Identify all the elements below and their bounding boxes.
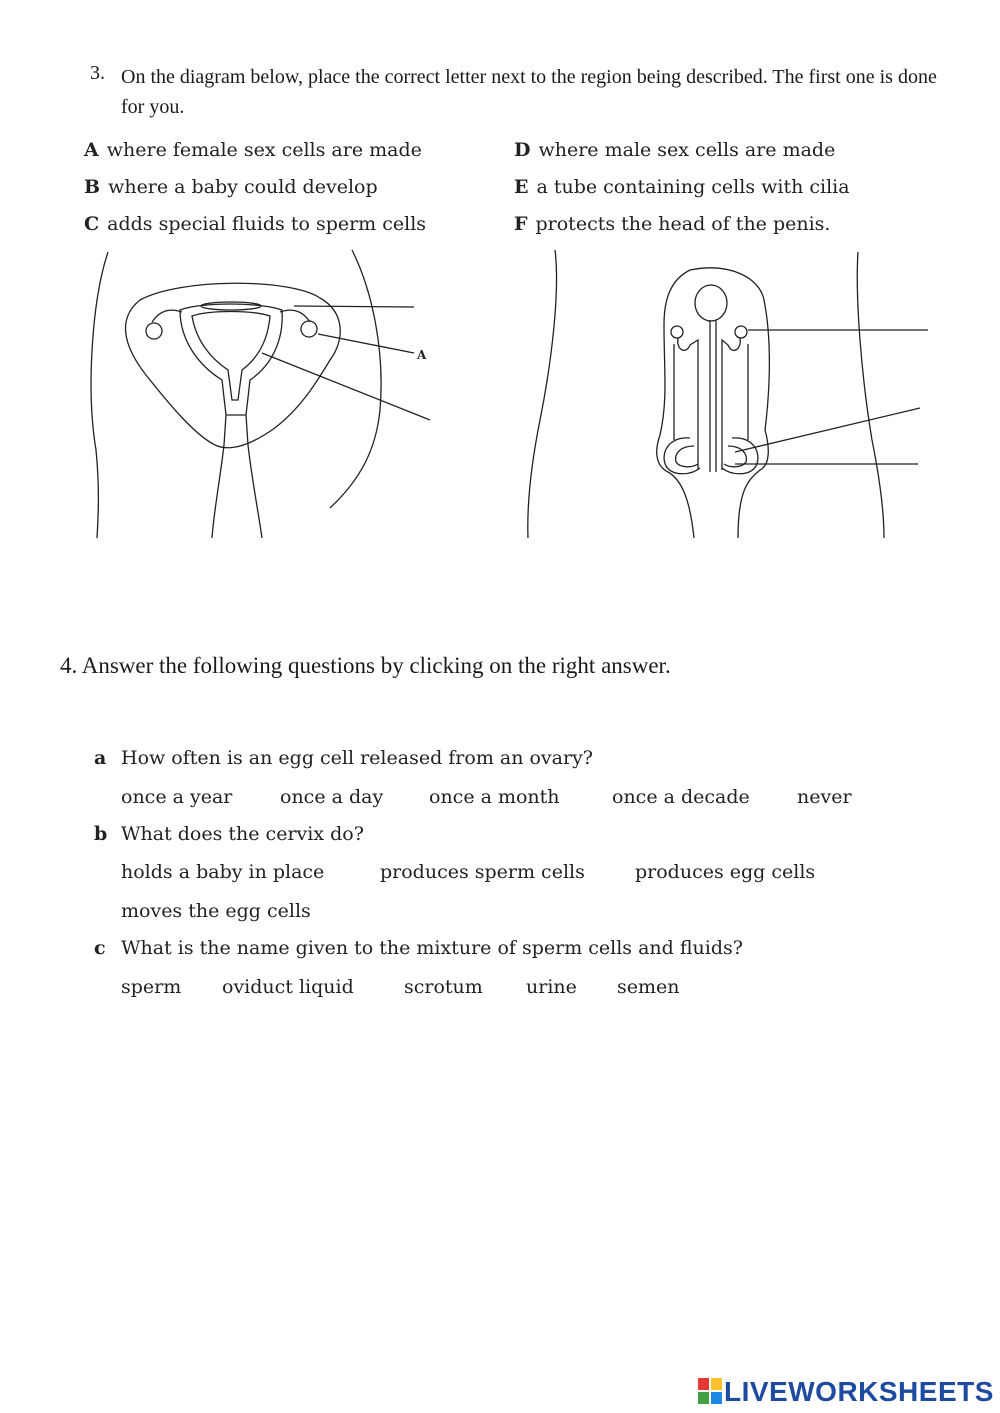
question-a-text: How often is an egg cell released from an ovary? (121, 747, 593, 769)
key-item-f (514, 213, 830, 235)
key-letter: F (514, 213, 528, 235)
question-3-number: 3. (90, 62, 105, 84)
key-letter: E (514, 176, 529, 198)
logo-block-4 (711, 1392, 722, 1404)
question-3-text: On the diagram below, place the correct letter next to the region being described. The first one is done for you. (121, 66, 937, 118)
option-a-once-a-month[interactable]: once a month (429, 786, 560, 808)
key-item-b (84, 176, 378, 198)
key-text: protects the head of the penis. (535, 213, 831, 235)
logo-icon (698, 1378, 724, 1406)
logo-text: LIVEWORKSHEETS (724, 1376, 994, 1407)
key-text: where female sex cells are made (106, 139, 422, 161)
option-a-never[interactable]: never (797, 786, 852, 808)
question-c-text: What is the name given to the mixture of sperm cells and fluids? (121, 937, 743, 959)
key-item-d (514, 139, 835, 161)
key-letter: D (514, 139, 531, 161)
key-letter: C (84, 213, 100, 235)
option-c-urine[interactable]: urine (526, 976, 577, 998)
option-a-once-a-day[interactable]: once a day (280, 786, 384, 808)
option-b-moves-egg[interactable]: moves the egg cells (121, 900, 311, 922)
key-letter: B (84, 176, 101, 198)
option-b-produces-sperm[interactable]: produces sperm cells (380, 861, 585, 883)
question-c-letter: c (94, 937, 106, 959)
key-item-e (514, 176, 850, 198)
option-c-sperm[interactable]: sperm (121, 976, 182, 998)
option-c-scrotum[interactable]: scrotum (404, 976, 483, 998)
liveworksheets-logo (698, 1376, 994, 1408)
female-diagram (91, 250, 430, 538)
key-item-a (84, 139, 422, 161)
key-text: where a baby could develop (108, 176, 378, 198)
key-item-c (84, 213, 426, 235)
diagram-label-a: A (417, 348, 427, 362)
option-c-semen[interactable]: semen (617, 976, 680, 998)
option-a-once-a-year[interactable]: once a year (121, 786, 233, 808)
question-4-title: 4. Answer the following questions by clicking on the right answer. (60, 653, 671, 678)
question-a-letter: a (94, 747, 107, 769)
key-letter: A (84, 139, 99, 161)
option-b-produces-egg[interactable]: produces egg cells (635, 861, 816, 883)
reproductive-diagrams (0, 240, 1000, 545)
key-text: adds special fluids to sperm cells (107, 213, 427, 235)
option-b-holds-a-baby[interactable]: holds a baby in place (121, 861, 325, 883)
key-text: where male sex cells are made (538, 139, 836, 161)
male-diagram (528, 250, 928, 538)
option-a-once-a-decade[interactable]: once a decade (612, 786, 750, 808)
logo-block-3 (698, 1392, 709, 1404)
question-b-letter: b (94, 823, 108, 845)
option-c-oviduct-liquid[interactable]: oviduct liquid (222, 976, 354, 998)
logo-block-2 (711, 1378, 722, 1390)
key-text: a tube containing cells with cilia (536, 176, 850, 198)
logo-block-1 (698, 1378, 709, 1390)
question-b-text: What does the cervix do? (121, 823, 364, 845)
